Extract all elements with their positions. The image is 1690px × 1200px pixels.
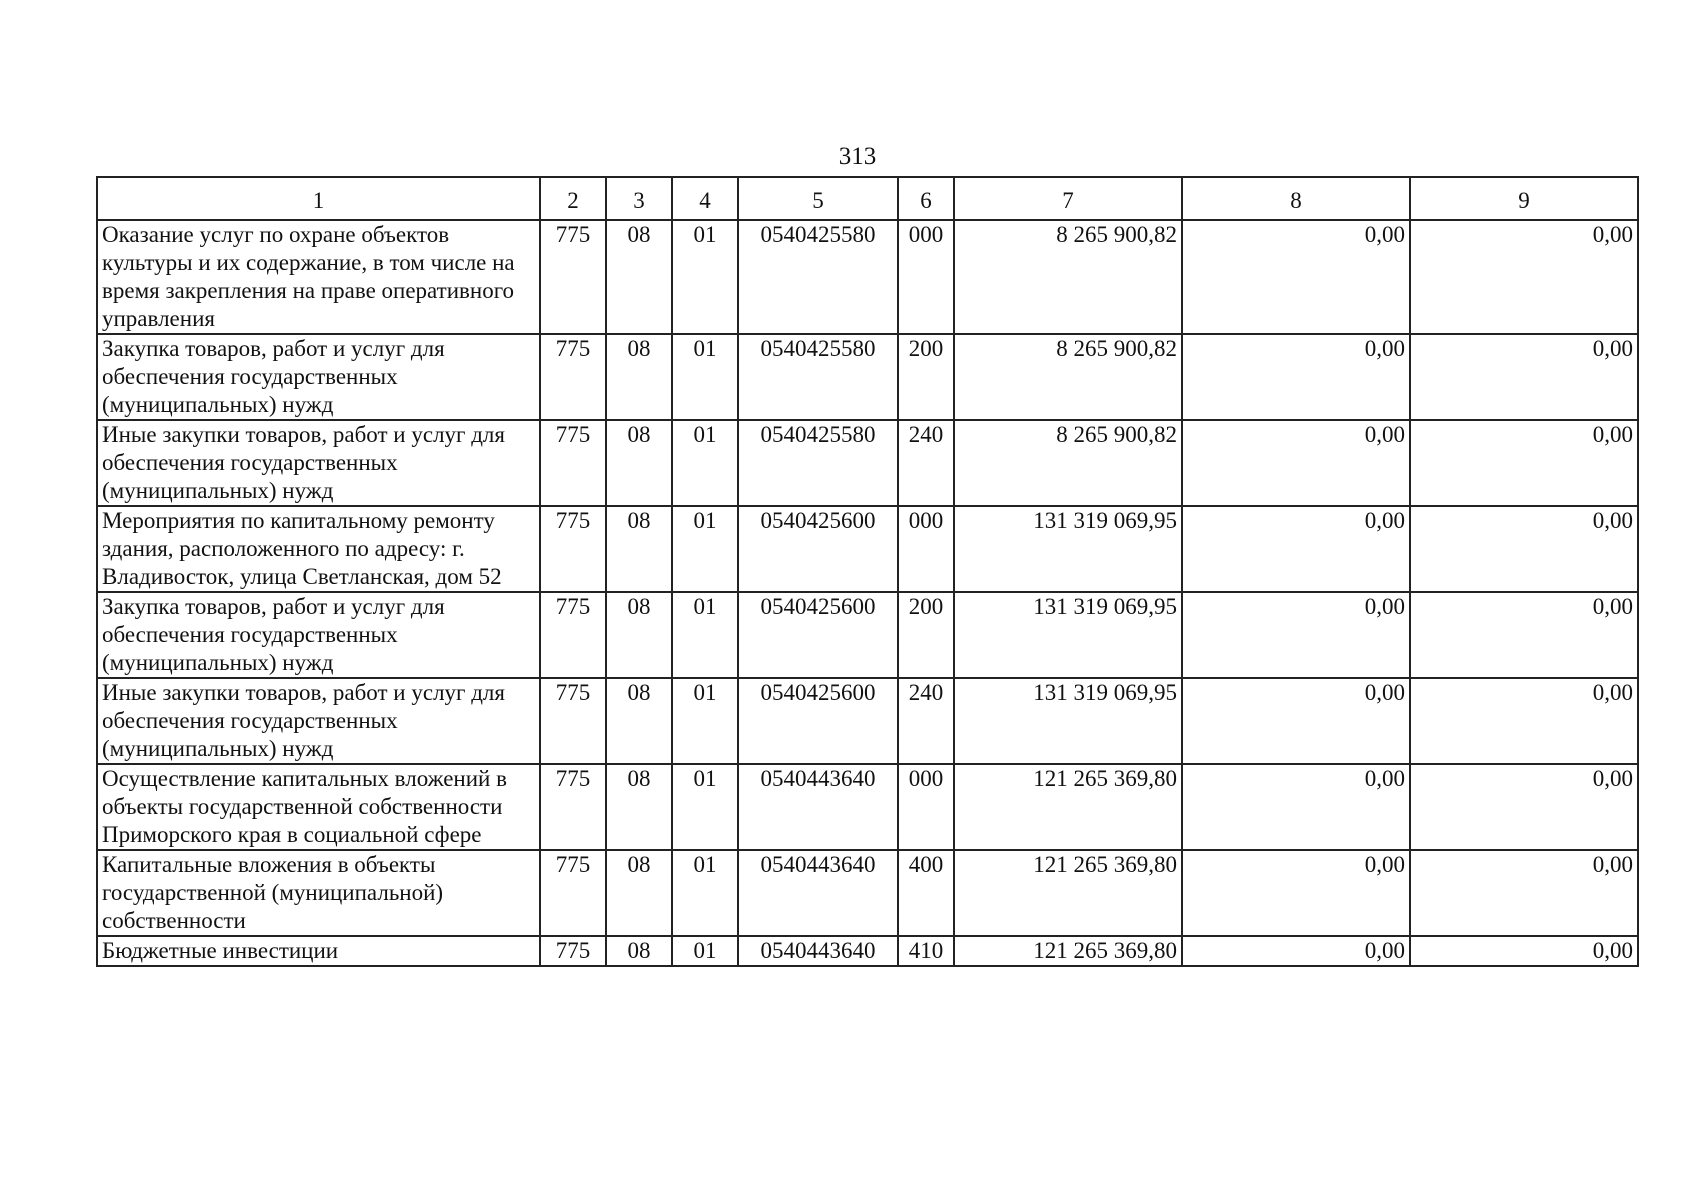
ministry-code: 775 — [540, 936, 606, 966]
row-description: Закупка товаров, работ и услуг для обеспечения государственных (муниципальных) нужд — [97, 592, 540, 678]
target-article-code: 0540425600 — [738, 678, 898, 764]
expense-type-code: 200 — [898, 592, 954, 678]
amount-col-7: 131 319 069,95 — [954, 592, 1182, 678]
amount-col-9: 0,00 — [1410, 506, 1638, 592]
amount-col-8: 0,00 — [1182, 220, 1410, 334]
expense-type-code: 410 — [898, 936, 954, 966]
section-code: 08 — [606, 678, 672, 764]
table-row — [97, 420, 1638, 506]
amount-col-7: 8 265 900,82 — [954, 220, 1182, 334]
row-description: Капитальные вложения в объекты государственной (муниципальной) собственности — [97, 850, 540, 936]
subsection-code: 01 — [672, 678, 738, 764]
subsection-code: 01 — [672, 420, 738, 506]
amount-col-8: 0,00 — [1182, 678, 1410, 764]
table-row — [97, 334, 1638, 420]
table-row — [97, 592, 1638, 678]
subsection-code: 01 — [672, 334, 738, 420]
ministry-code: 775 — [540, 850, 606, 936]
row-description: Закупка товаров, работ и услуг для обеспечения государственных (муниципальных) нужд — [97, 334, 540, 420]
amount-col-8: 0,00 — [1182, 334, 1410, 420]
amount-col-7: 8 265 900,82 — [954, 420, 1182, 506]
target-article-code: 0540425600 — [738, 506, 898, 592]
page-number: 313 — [838, 143, 877, 170]
table-row — [97, 506, 1638, 592]
row-description: Иные закупки товаров, работ и услуг для обеспечения государственных (муниципальных) нужд — [97, 420, 540, 506]
subsection-code: 01 — [672, 850, 738, 936]
ministry-code: 775 — [540, 334, 606, 420]
ministry-code: 775 — [540, 506, 606, 592]
column-header: 2 — [540, 177, 606, 220]
amount-col-8: 0,00 — [1182, 506, 1410, 592]
section-code: 08 — [606, 936, 672, 966]
expense-type-code: 000 — [898, 764, 954, 850]
amount-col-7: 121 265 369,80 — [954, 764, 1182, 850]
column-header: 5 — [738, 177, 898, 220]
amount-col-9: 0,00 — [1410, 678, 1638, 764]
section-code: 08 — [606, 506, 672, 592]
header-row — [97, 177, 1638, 220]
section-code: 08 — [606, 850, 672, 936]
table-row — [97, 764, 1638, 850]
ministry-code: 775 — [540, 592, 606, 678]
row-description: Иные закупки товаров, работ и услуг для обеспечения государственных (муниципальных) нужд — [97, 678, 540, 764]
expense-type-code: 200 — [898, 334, 954, 420]
amount-col-7: 131 319 069,95 — [954, 506, 1182, 592]
target-article-code: 0540425600 — [738, 592, 898, 678]
amount-col-7: 131 319 069,95 — [954, 678, 1182, 764]
column-header: 9 — [1410, 177, 1638, 220]
section-code: 08 — [606, 334, 672, 420]
target-article-code: 0540425580 — [738, 220, 898, 334]
table-row — [97, 220, 1638, 334]
expense-type-code: 000 — [898, 220, 954, 334]
amount-col-9: 0,00 — [1410, 220, 1638, 334]
amount-col-8: 0,00 — [1182, 420, 1410, 506]
section-code: 08 — [606, 592, 672, 678]
amount-col-9: 0,00 — [1410, 850, 1638, 936]
row-description: Мероприятия по капитальному ремонту здания, расположенного по адресу: г. Владивосток, улица Светланская, дом 52 — [97, 506, 540, 592]
amount-col-9: 0,00 — [1410, 592, 1638, 678]
amount-col-7: 121 265 369,80 — [954, 850, 1182, 936]
expense-type-code: 000 — [898, 506, 954, 592]
section-code: 08 — [606, 420, 672, 506]
ministry-code: 775 — [540, 764, 606, 850]
amount-col-9: 0,00 — [1410, 936, 1638, 966]
column-header: 8 — [1182, 177, 1410, 220]
amount-col-9: 0,00 — [1410, 420, 1638, 506]
expense-type-code: 240 — [898, 678, 954, 764]
table-row — [97, 850, 1638, 936]
amount-col-8: 0,00 — [1182, 850, 1410, 936]
row-description: Осуществление капитальных вложений в объекты государственной собственности Приморского края в социальной сфере — [97, 764, 540, 850]
row-description: Оказание услуг по охране объектов культуры и их содержание, в том числе на время закрепления на праве оперативного управления — [97, 220, 540, 334]
subsection-code: 01 — [672, 764, 738, 850]
amount-col-7: 8 265 900,82 — [954, 334, 1182, 420]
subsection-code: 01 — [672, 220, 738, 334]
target-article-code: 0540443640 — [738, 764, 898, 850]
column-header: 7 — [954, 177, 1182, 220]
section-code: 08 — [606, 764, 672, 850]
subsection-code: 01 — [672, 936, 738, 966]
expense-type-code: 400 — [898, 850, 954, 936]
table-row — [97, 678, 1638, 764]
target-article-code: 0540425580 — [738, 420, 898, 506]
expense-type-code: 240 — [898, 420, 954, 506]
amount-col-8: 0,00 — [1182, 764, 1410, 850]
section-code: 08 — [606, 220, 672, 334]
ministry-code: 775 — [540, 678, 606, 764]
ministry-code: 775 — [540, 220, 606, 334]
budget-table — [96, 176, 1639, 967]
subsection-code: 01 — [672, 506, 738, 592]
amount-col-8: 0,00 — [1182, 936, 1410, 966]
target-article-code: 0540443640 — [738, 936, 898, 966]
column-header: 1 — [97, 177, 540, 220]
target-article-code: 0540425580 — [738, 334, 898, 420]
row-description: Бюджетные инвестиции — [97, 936, 540, 966]
column-header: 4 — [672, 177, 738, 220]
column-header: 3 — [606, 177, 672, 220]
column-header: 6 — [898, 177, 954, 220]
table-row — [97, 936, 1638, 966]
target-article-code: 0540443640 — [738, 850, 898, 936]
table-body — [97, 220, 1638, 966]
subsection-code: 01 — [672, 592, 738, 678]
amount-col-7: 121 265 369,80 — [954, 936, 1182, 966]
amount-col-8: 0,00 — [1182, 592, 1410, 678]
amount-col-9: 0,00 — [1410, 334, 1638, 420]
ministry-code: 775 — [540, 420, 606, 506]
amount-col-9: 0,00 — [1410, 764, 1638, 850]
